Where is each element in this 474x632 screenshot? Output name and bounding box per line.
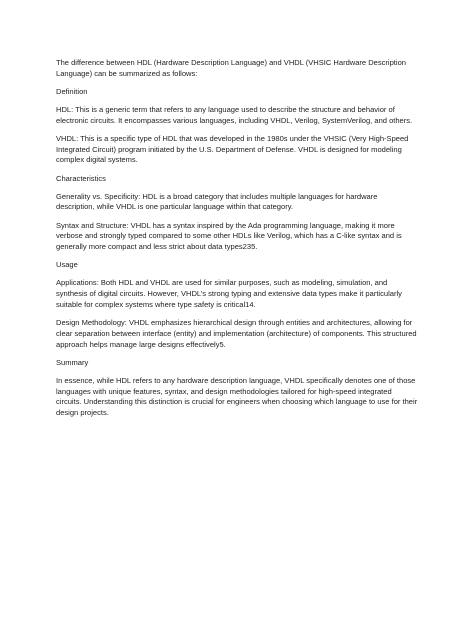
section-heading-summary: Summary xyxy=(56,357,89,367)
section-heading-usage: Usage xyxy=(56,260,78,270)
paragraph-applications: Applications: Both HDL and VHDL are used for similar purposes, such as modeling, simulation, and synthesis of digital circuits. However, VHDL’s strong typing and extensive data types make it particularly suitable for complex systems where type safety is critical14. xyxy=(56,278,402,309)
intro-paragraph: The difference between HDL (Hardware Description Language) and VHDL (VHSIC Hardware Description Language) can be summarized as follows: xyxy=(56,58,406,78)
section-heading-characteristics: Characteristics xyxy=(56,173,106,183)
paragraph-generality: Generality vs. Specificity: HDL is a broad category that includes multiple languages for hardware description, while VHDL is one particular language within that category. xyxy=(56,191,378,212)
document-page xyxy=(56,58,418,426)
section-heading-definition: Definition xyxy=(56,86,88,96)
paragraph-hdl-definition: HDL: This is a generic term that refers to any language used to describe the structure and behavior of electronic circuits. It encompasses various languages, including VHDL, Verilog, SystemVerilog, and others. xyxy=(56,104,413,125)
paragraph-design-methodology: Design Methodology: VHDL emphasizes hierarchical design through entities and architectures, allowing for clear separation between interface (entity) and implementation (architecture) of components. This structured approach helps manage large designs effectively5. xyxy=(56,318,417,349)
paragraph-summary: In essence, while HDL refers to any hardware description language, VHDL specifically denotes one of those languages with unique features, syntax, and design methodologies tailored for high-speed integrated circuits. Understanding this distinction is crucial for engineers when choosing which language to use for their design projects. xyxy=(56,375,418,418)
paragraph-vhdl-definition: VHDL: This is a specific type of HDL that was developed in the 1980s under the VHSIC (Very High-Speed Integrated Circuit) program initiated by the U.S. Department of Defense. VHDL is designed for modeling complex digital systems. xyxy=(56,133,409,165)
paragraph-syntax: Syntax and Structure: VHDL has a syntax inspired by the Ada programming language, making it more verbose and strongly typed compared to some other HDLs like Verilog, which has a C-like syntax and is generally more compact and less strict about data types235. xyxy=(56,220,402,252)
